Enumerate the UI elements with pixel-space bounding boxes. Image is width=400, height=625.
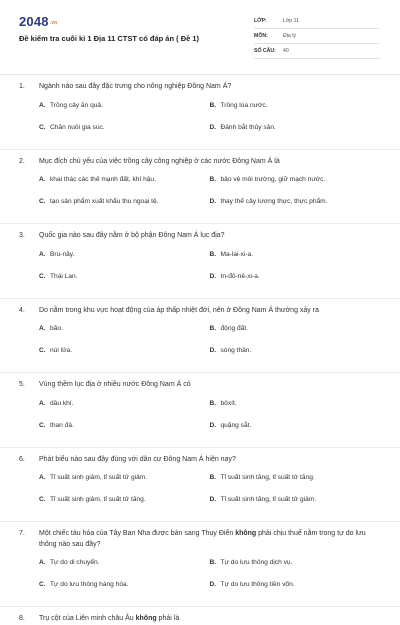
option-d[interactable]: D. quặng sắt.: [209, 421, 252, 429]
option-d[interactable]: D. sóng thần.: [209, 347, 252, 354]
option-c[interactable]: C. núi lửa.: [39, 347, 73, 354]
question-divider: [0, 447, 400, 448]
option-b[interactable]: B. bảo vệ môi trường, giữ mạch nước.: [209, 176, 326, 183]
option-a[interactable]: A. khai thác các thế mạnh đất, khí hậu.: [39, 176, 156, 183]
exam-meta: [254, 14, 380, 59]
page-title: Đề kiểm tra cuối kì 1 Địa 11 CTST có đáp án ( Đề 1): [19, 34, 200, 43]
option-b[interactable]: B. động đất.: [209, 325, 248, 332]
header-divider: [0, 74, 400, 75]
site-logo[interactable]: 2048.vn: [19, 14, 58, 29]
question-text: Một chiếc tàu hỏa của Tây Ban Nha được bán sang Thụy Điển không phải chịu thuế nằm trong tự do lưu thông nào sau đây?: [39, 530, 366, 548]
question-text: Mục đích chủ yếu của việc trồng cây công nghiệp ở các nước Đông Nam Á là: [39, 157, 280, 165]
option-d[interactable]: D. thay thế cây lương thực, thực phẩm.: [209, 198, 328, 205]
option-a[interactable]: A. Tự do di chuyển.: [39, 559, 100, 566]
option-c[interactable]: C. Tỉ suất sinh giảm, tỉ suất tử tăng.: [39, 496, 146, 503]
option-b[interactable]: B. Trồng lúa nước.: [209, 101, 268, 109]
question-list: [0, 82, 400, 625]
option-c[interactable]: C. Tự do lưu thông hàng hóa.: [39, 581, 129, 588]
option-c[interactable]: C. Chăn nuôi gia súc.: [39, 123, 105, 131]
question-5: 5. Vùng thềm lục địa ở nhiều nước Đông Nam Á có A. dầu khí. B. bôxít. C. than đá. D. quặng sắt.: [0, 380, 400, 444]
question-text: Do nằm trong khu vực hoạt động của áp thấp nhiệt đới, nên ở Đông Nam Á thường xảy ra: [39, 306, 319, 314]
option-a[interactable]: A. Tỉ suất sinh giảm, tỉ suất tử giảm.: [39, 474, 148, 481]
question-divider: [0, 606, 400, 607]
option-d[interactable]: D. Tự do lưu thông tiền vốn.: [209, 581, 295, 588]
question-2: 2. Mục đích chủ yếu của việc trồng cây công nghiệp ở các nước Đông Nam Á là A. khai thác các thế mạnh đất, khí hậu. B. bảo vệ môi trường, giữ mạch nước. C. tạo sản phẩm xuất khẩu thu ngoại tệ. D. thay thế cây lương thực, thực phẩm.: [0, 157, 400, 221]
option-d[interactable]: D. In-đô-nê-xi-a.: [209, 272, 260, 280]
question-3: 3. Quốc gia nào sau đây nằm ở bộ phận Đông Nam Á lục địa? A. Bru-nây. B. Ma-lai-xi-a. C. Thái Lan. D. In-đô-nê-xi-a.: [0, 231, 400, 295]
meta-row-class: LỚP: Lớp 11: [254, 14, 380, 29]
question-8: 8. Trụ cột của Liên minh châu Âu không phải là: [0, 614, 400, 625]
option-c[interactable]: C. Thái Lan.: [39, 272, 78, 280]
question-text: Quốc gia nào sau đây nằm ở bộ phận Đông Nam Á lục địa?: [39, 232, 225, 239]
option-b[interactable]: B. bôxít.: [209, 399, 237, 407]
option-b[interactable]: B. Tỉ suất sinh tăng, tỉ suất tử tăng.: [209, 474, 315, 481]
option-d[interactable]: D. Tỉ suất sinh tăng, tỉ suất tử giảm.: [209, 496, 317, 503]
meta-row-question-count: SỐ CÂU: 40: [254, 44, 380, 59]
option-b[interactable]: B. Ma-lai-xi-a.: [209, 250, 254, 258]
option-c[interactable]: C. than đá.: [39, 421, 74, 429]
question-divider: [0, 372, 400, 373]
question-text: Trụ cột của Liên minh châu Âu không phải là: [39, 615, 180, 622]
question-divider: [0, 223, 400, 224]
header: [0, 0, 400, 70]
question-6: 6. Phát biểu nào sau đây đúng với dân cư Đông Nam Á hiện nay? A. Tỉ suất sinh giảm, tỉ suất tử giảm. B. Tỉ suất sinh tăng, tỉ suất tử tăng. C. Tỉ suất sinh giảm, tỉ suất tử tăng. D. Tỉ suất sinh tăng, tỉ suất tử giảm.: [0, 455, 400, 519]
option-a[interactable]: A. bão.: [39, 325, 63, 332]
option-d[interactable]: D. Đánh bắt thủy sản.: [209, 123, 276, 131]
question-text: Phát biểu nào sau đây đúng với dân cư Đông Nam Á hiện nay?: [39, 455, 236, 463]
option-c[interactable]: C. tạo sản phẩm xuất khẩu thu ngoại tệ.: [39, 198, 159, 205]
question-7: 7. Một chiếc tàu hỏa của Tây Ban Nha được bán sang Thụy Điển không phải chịu thuế nằm trong tự do lưu thông nào sau đây? A. Tự do di chuyển. B. Tự do lưu thông dịch vụ. C. Tự do lưu thông hàng hóa. D. Tự do lưu thông tiền vốn.: [0, 529, 400, 603]
option-a[interactable]: A. dầu khí.: [39, 399, 74, 407]
question-divider: [0, 298, 400, 299]
option-a[interactable]: A. Trồng cây ăn quả.: [39, 101, 103, 109]
question-text: Ngành nào sau đây đặc trưng cho nông nghiệp Đông Nam Á?: [39, 83, 232, 90]
question-divider: [0, 521, 400, 522]
question-text: Vùng thềm lục địa ở nhiều nước Đông Nam Á có: [39, 381, 191, 388]
question-1: 1. Ngành nào sau đây đặc trưng cho nông nghiệp Đông Nam Á? A. Trồng cây ăn quả. B. Trồng lúa nước. C. Chăn nuôi gia súc. D. Đánh bắt thủy sản.: [0, 82, 400, 146]
option-b[interactable]: B. Tự do lưu thông dịch vụ.: [209, 559, 293, 566]
option-a[interactable]: A. Bru-nây.: [39, 250, 75, 258]
question-4: 4. Do nằm trong khu vực hoạt động của áp thấp nhiệt đới, nên ở Đông Nam Á thường xảy ra A. bão. B. động đất. C. núi lửa. D. sóng thần.: [0, 306, 400, 370]
question-divider: [0, 149, 400, 150]
meta-row-subject: MÔN: Địa lý: [254, 29, 380, 44]
